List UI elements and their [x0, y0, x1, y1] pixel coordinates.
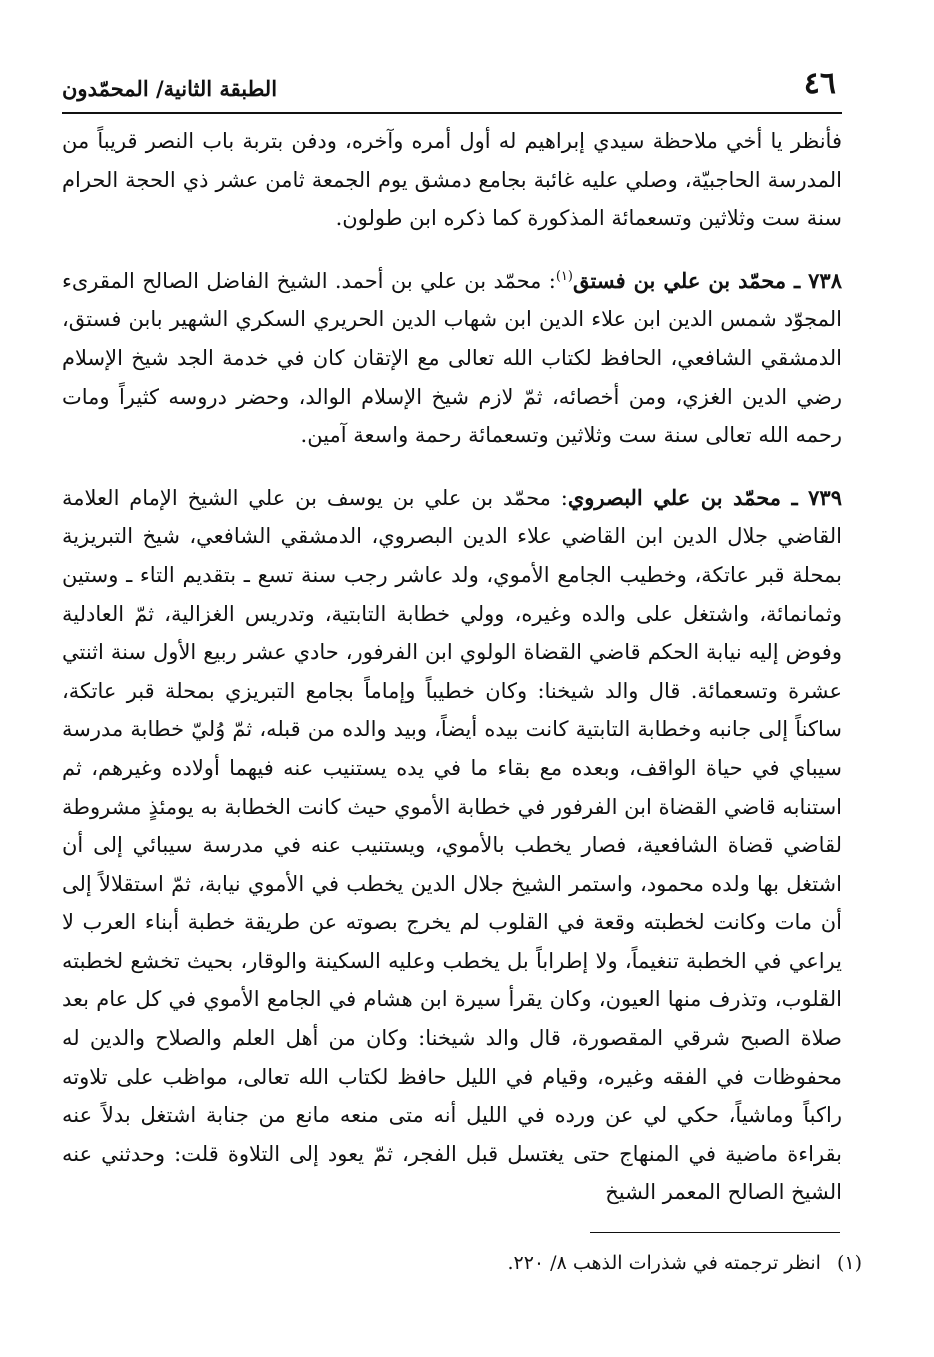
footnote-reference: (١) [555, 268, 573, 284]
entry-text: : محمّد بن علي بن أحمد. الشيخ الفاضل الصالح المقرىء المجوّد شمس الدين ابن علاء الدين ابن شهاب الدين الحريري السكري الشهير بابن فستق، الدمشقي الشافعي، الحافظ لكتاب الله تعالى مع الإتقان كان في خدمة الجد شيخ الإسلام رضي الدين الغزي، ومن أخصائه، ثمّ لازم شيخ الإسلام الوالد، وحضر دروسه كثيراً ومات رحمه الله تعالى سنة ست وثلاثين وتسعمائة رحمة واسعة آمين. [62, 268, 842, 448]
page-header [62, 66, 842, 106]
entry-heading: ٧٣٨ ـ محمّد بن علي بن فستق [572, 267, 842, 293]
page-number: ٤٦ [803, 66, 836, 101]
entry-739 [62, 479, 842, 1212]
header-divider [62, 112, 842, 114]
entry-text: : محمّد بن علي بن يوسف بن علي الشيخ الإمام العلامة القاضي جلال الدين ابن القاضي علاء الدين البصروي، الدمشقي الشافعي، شيخ التبريزية بمحلة قبر عاتكة، وخطيب الجامع الأموي، ولد عاشر رجب سنة تسع ـ بتقديم التاء ـ وستين وثمانمائة، واشتغل على والده وغيره، وولي خطابة التابتية، وتدريس الغزالية، ثمّ العادلية وفوض إليه نيابة الحكم قاضي القضاة الولوي ابن الفرفور، حادي عشر ربيع الأول سنة اثنتي عشرة وتسعمائة. قال والد شيخنا: وكان خطيباً وإماماً بجامع التبريزي بمحلة قبر عاتكة، ساكناً إلى جانبه وخطابة التابتية كانت بيده أيضاً، وبيد والده من قبله، ثمّ وُليّ خطابة مدرسة سيباي في حياة الواقف، وبعده مع بقاء ما في يده يستنيب عنه فيهما أولاده وغيرهم، ثم استنابه قاضي القضاة ابن الفرفور في خطابة الأموي حيث كانت الخطابة به يومئذٍ مشروطة لقاضي قضاة الشافعية، فصار يخطب بالأموي، ويستنيب عنه في مدرسة سيبائي إلى أن اشتغل بها ولده محمود، واستمر الشيخ جلال الدين يخطب في الأموي نيابة، ثمّ استقلالاً إلى أن مات وكانت لخطبته وقعة في القلوب لم يخرج بصوته عن طريقة خطبة أبناء العرب لا يراعي في الخطبة تنغيماً، ولا إطراباً بل يخطب وعليه السكينة والوقار، بحيث تخشع لخطبته القلوب، وتذرف منها العيون، وكان يقرأ سيرة ابن هشام في الجامع الأموي في كل عام بعد صلاة الصبح شرقي المقصورة، قال والد شيخنا: وكان من أهل العلم والصلاح والدين له محفوظات في الفقه وغيره، وقيام في الليل حافظ لكتاب الله تعالى، مواظب على تلاوته راكباً وماشياً، حكي لي عن ورده في الليل أنه متى منعه مانع من جنابة اشتغل بدلاً عنه بقراءة ماضية في المنهاج حتى يغتسل قبل الفجر، ثمّ يعود إلى التلاوة قلت: وحدثني عنه الشيخ الصالح المعمر الشيخ [62, 485, 843, 1205]
footnote [507, 1252, 862, 1274]
footnote-text: انظر ترجمته في شذرات الذهب ٨/ ٢٢٠. [507, 1252, 821, 1274]
paragraph-continuation [62, 122, 842, 238]
footnote-mark: (١) [836, 1252, 862, 1274]
page-body [62, 122, 842, 1212]
entry-heading: ٧٣٩ ـ محمّد بن علي البصروي [567, 484, 842, 510]
running-title: الطبقة الثانية/ المحمّدون [62, 76, 278, 101]
paragraph-text: فأنظر يا أخي ملاحظة سيدي إبراهيم له أول أمره وآخره، ودفن بتربة باب النصر قريباً من المدرسة الحاجبيّة، وصلي عليه غائبة بجامع دمشق يوم الجمعة ثامن عشر ذي الحجة الحرام سنة ست وثلاثين وتسعمائة المذكورة كما ذكره ابن طولون. [62, 129, 842, 231]
entry-738 [62, 262, 842, 455]
footnote-divider [590, 1232, 840, 1233]
